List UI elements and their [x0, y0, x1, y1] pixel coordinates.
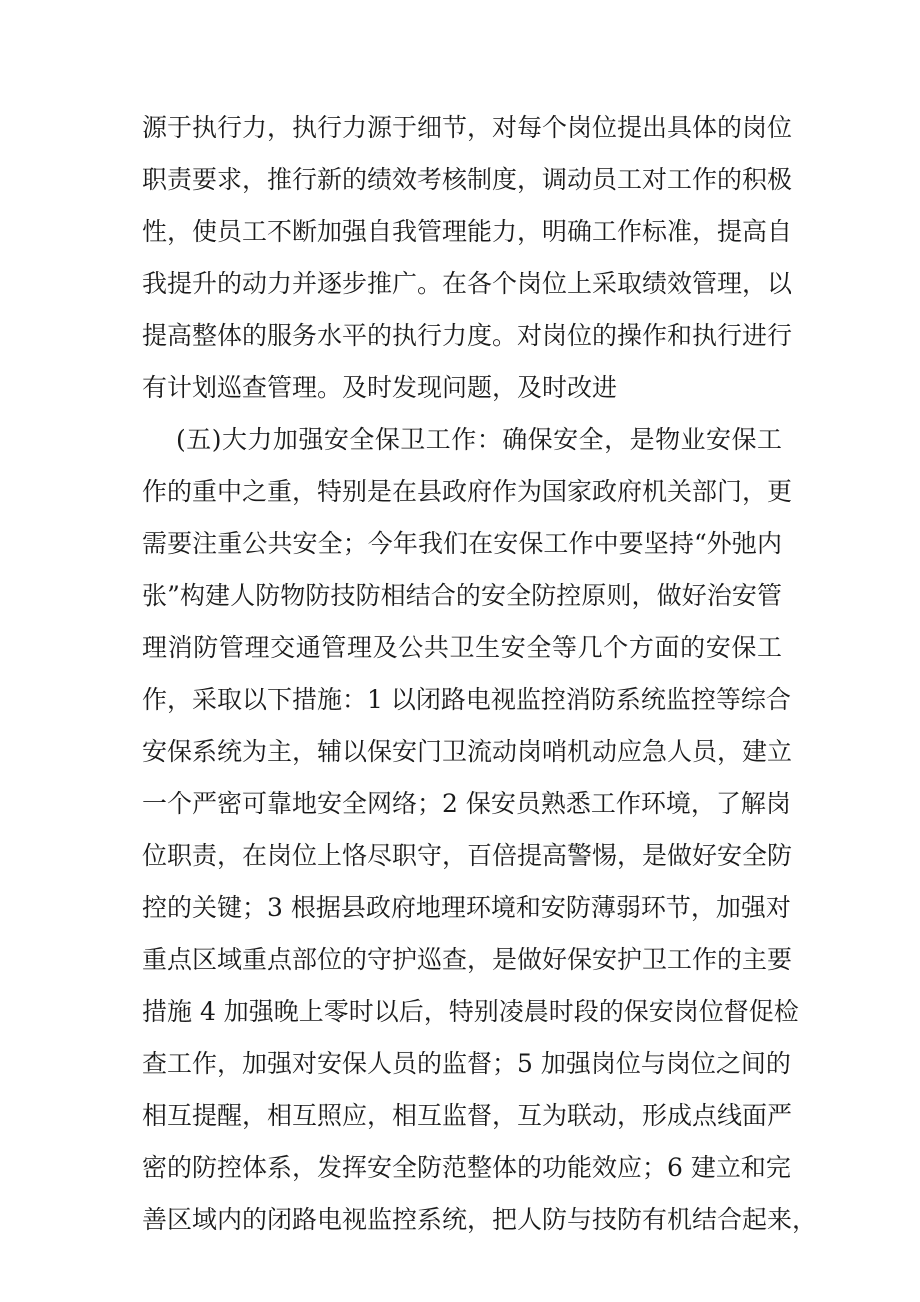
- text-line-12: 作，采取以下措施：1 以闭路电视监控消防系统监控等综合: [142, 685, 791, 714]
- text-line-9: 需要注重公共安全；今年我们在安保工作中要坚持“外弛内: [142, 529, 782, 558]
- text-line-21: 密的防控体系，发挥安全防范整体的功能效应；6 建立和完: [142, 1153, 791, 1182]
- text-line-15: 位职责，在岗位上恪尽职守，百倍提高警惕，是做好安全防: [142, 841, 793, 870]
- text-line-6: 有计划巡查管理。及时发现问题，及时改进: [142, 373, 618, 402]
- text-line-5: 提高整体的服务水平的执行力度。对岗位的操作和执行进行: [142, 321, 793, 350]
- text-line-1: 源于执行力，执行力源于细节，对每个岗位提出具体的岗位: [142, 113, 793, 142]
- text-line-18: 措施 4 加强晚上零时以后，特别凌晨时段的保安岗位督促检: [142, 997, 799, 1026]
- text-line-13: 安保系统为主，辅以保安门卫流动岗哨机动应急人员，建立: [142, 737, 793, 766]
- text-line-11: 理消防管理交通管理及公共卫生安全等几个方面的安保工: [142, 633, 782, 662]
- text-line-19: 查工作，加强对安保人员的监督；5 加强岗位与岗位之间的: [142, 1049, 791, 1078]
- body-text: [142, 102, 818, 1246]
- text-line-2: 职责要求，推行新的绩效考核制度，调动员工对工作的积极: [142, 165, 793, 194]
- text-line-4: 我提升的动力并逐步推广。在各个岗位上采取绩效管理，以: [142, 269, 793, 298]
- text-line-8: 作的重中之重，特别是在县政府作为国家政府机关部门，更: [142, 477, 793, 506]
- text-line-14: 一个严密可靠地安全网络；2 保安员熟悉工作环境，了解岗: [142, 789, 791, 818]
- text-line-17: 重点区域重点部位的守护巡查，是做好保安护卫工作的主要: [142, 945, 793, 974]
- text-line-3: 性，使员工不断加强自我管理能力，明确工作标准，提高自: [142, 217, 793, 246]
- section-five-heading-line: (五)大力加强安全保卫工作：确保安全，是物业安保工: [176, 425, 782, 454]
- text-line-10: 张”构建人防物防技防相结合的安全防控原则，做好治安管: [142, 581, 782, 610]
- text-line-16: 控的关键；3 根据县政府地理环境和安防薄弱环节，加强对: [142, 893, 791, 922]
- text-line-22: 善区域内的闭路电视监控系统，把人防与技防有机结合起来，: [142, 1205, 818, 1234]
- text-line-20: 相互提醒，相互照应，相互监督，互为联动，形成点线面严: [142, 1101, 793, 1130]
